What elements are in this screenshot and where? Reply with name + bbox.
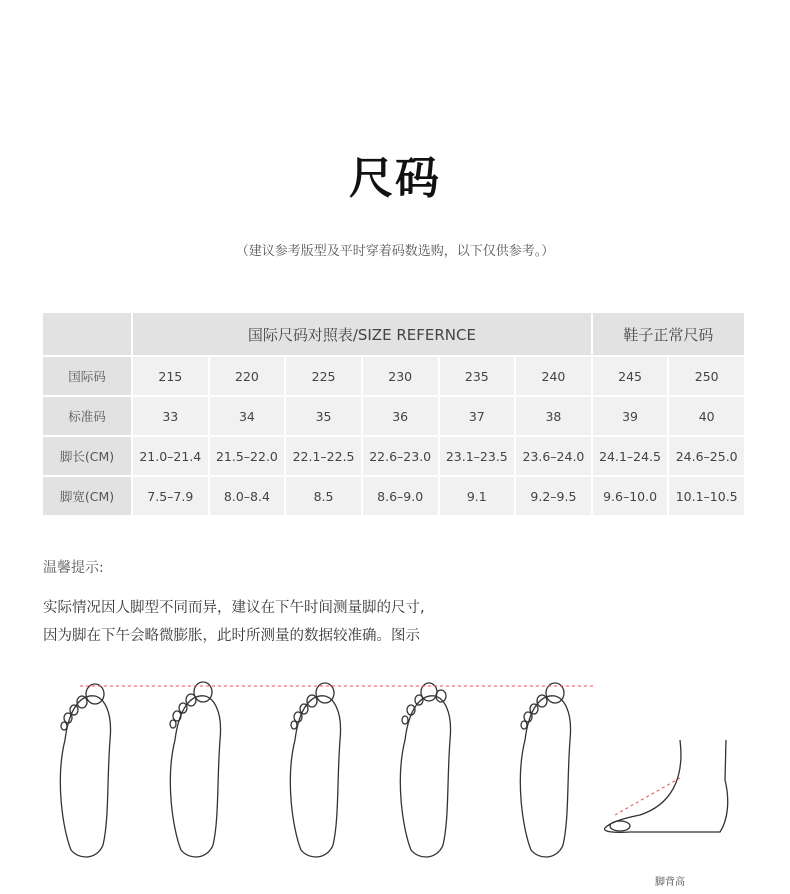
table-cell: 23.6–24.0 [516, 437, 593, 477]
table-cell: 22.1–22.5 [286, 437, 363, 477]
table-cell: 21.5–22.0 [210, 437, 287, 477]
table-cell: 215 [133, 357, 210, 397]
table-cell: 220 [210, 357, 287, 397]
table-cell: 10.1–10.5 [669, 477, 746, 517]
table-cell: 39 [593, 397, 670, 437]
row-label: 国际码 [43, 357, 133, 397]
table-cell: 9.2–9.5 [516, 477, 593, 517]
side-foot-outline-icon [605, 740, 728, 832]
table-cell: 240 [516, 357, 593, 397]
row-label: 脚长(CM) [43, 437, 133, 477]
table-row-standard [43, 397, 746, 437]
table-cell: 8.5 [286, 477, 363, 517]
table-cell: 9.1 [440, 477, 517, 517]
table-cell: 8.6–9.0 [363, 477, 440, 517]
toe-reference-line [80, 686, 680, 815]
table-cell: 38 [516, 397, 593, 437]
foot-illustration [40, 670, 750, 894]
table-cell: 21.0–21.4 [133, 437, 210, 477]
table-cell: 40 [669, 397, 746, 437]
table-cell: 37 [440, 397, 517, 437]
row-label: 脚宽(CM) [43, 477, 133, 517]
foot-outline-icon [170, 682, 221, 857]
foot-outline-icon [400, 683, 450, 857]
table-row-foot-width [43, 477, 746, 517]
foot-outline-icon [520, 683, 570, 857]
tips-line-1: 实际情况因人脚型不同而异，建议在下午时间测量脚的尺寸, [43, 600, 425, 616]
table-cell: 36 [363, 397, 440, 437]
page-title: 尺码 [349, 153, 441, 204]
tips-line-2: 因为脚在下午会略微膨胀，此时所测量的数据较准确。图示 [43, 628, 420, 644]
size-table [43, 313, 746, 517]
table-header-row [43, 313, 746, 357]
table-cell: 9.6–10.0 [593, 477, 670, 517]
table-cell: 35 [286, 397, 363, 437]
table-cell: 24.1–24.5 [593, 437, 670, 477]
table-row-foot-length [43, 437, 746, 477]
table-cell: 24.6–25.0 [669, 437, 746, 477]
row-label: 标准码 [43, 397, 133, 437]
table-cell: 7.5–7.9 [133, 477, 210, 517]
table-row-international [43, 357, 746, 397]
tips-title: 温馨提示: [43, 560, 104, 576]
page-subtitle: （建议参考版型及平时穿着码数选购，以下仅供参考。） [235, 244, 555, 259]
table-cell: 245 [593, 357, 670, 397]
table-header-main: 国际尺码对照表/SIZE REFERNCE [133, 313, 593, 357]
table-cell: 23.1–23.5 [440, 437, 517, 477]
header-empty-cell [43, 313, 133, 357]
table-cell: 225 [286, 357, 363, 397]
foot-outline-icon [60, 684, 110, 857]
foot-outline-icon [290, 683, 340, 857]
table-cell: 33 [133, 397, 210, 437]
table-cell: 34 [210, 397, 287, 437]
table-cell: 22.6–23.0 [363, 437, 440, 477]
table-cell: 250 [669, 357, 746, 397]
table-cell: 8.0–8.4 [210, 477, 287, 517]
table-cell: 235 [440, 357, 517, 397]
instep-height-label: 脚背高 [655, 877, 685, 888]
table-cell: 230 [363, 357, 440, 397]
table-header-side: 鞋子正常尺码 [593, 313, 746, 357]
